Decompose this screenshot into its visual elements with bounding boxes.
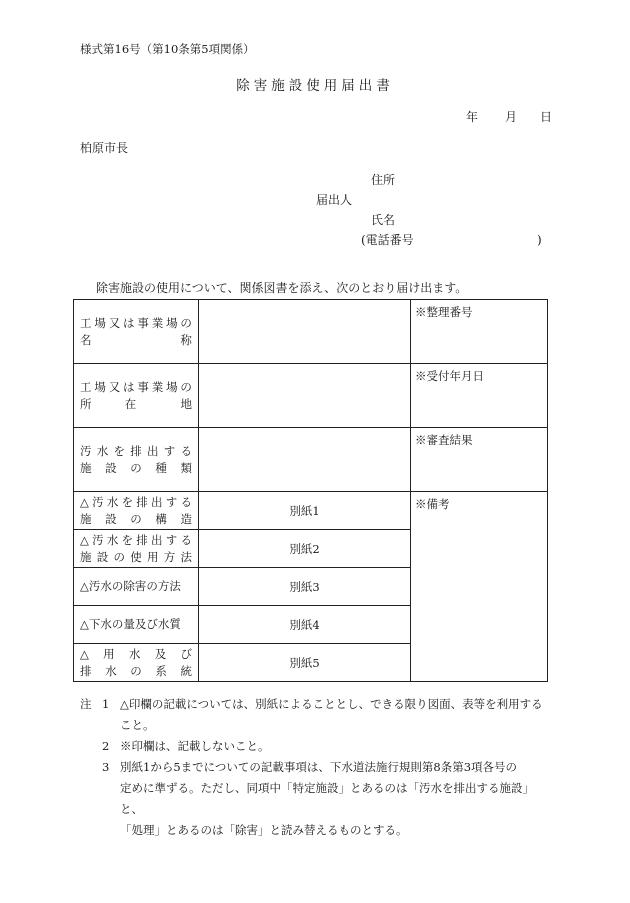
note-text: 「処理」とあるのは「除害」と読み替えるものとする。 — [120, 823, 408, 837]
phone-label: (電話番号 — [361, 233, 414, 247]
label-char: 用 — [103, 646, 115, 661]
row-label-line — [80, 460, 192, 477]
label-char: 方 — [163, 549, 176, 564]
label-char: 汚 — [92, 532, 104, 547]
label-char: 事 — [137, 379, 149, 394]
address-label: 住所 — [371, 173, 396, 187]
remarks-cell: ※備考 — [411, 492, 548, 682]
row-value[interactable]: 別紙1 — [199, 492, 411, 530]
label-char: 名 — [80, 332, 92, 347]
label-char: 設 — [105, 511, 117, 526]
row-value[interactable]: 別紙3 — [199, 568, 411, 606]
label-char: 業 — [151, 315, 164, 330]
row-label — [74, 644, 199, 682]
label-char: の — [130, 511, 142, 526]
label-char: る — [180, 443, 192, 458]
row-value[interactable]: 別紙2 — [199, 530, 411, 568]
label-char: 種 — [155, 460, 167, 475]
row-label — [74, 606, 199, 644]
label-char: 出 — [147, 443, 159, 458]
date-year-label: 年 — [466, 110, 479, 124]
note-number: 2 — [102, 739, 110, 753]
label-char: 使 — [130, 549, 142, 564]
label-char: 排 — [136, 532, 148, 547]
label-char: 排 — [136, 494, 148, 509]
row-label-line — [80, 396, 192, 413]
table-row — [74, 492, 548, 530]
label-char: す — [163, 443, 176, 458]
table-row — [74, 428, 548, 492]
row-label — [74, 568, 199, 606]
row-value[interactable] — [199, 428, 411, 492]
label-char: の — [180, 315, 192, 330]
row-value[interactable]: 別紙4 — [199, 606, 411, 644]
label-char: を — [121, 494, 134, 509]
label-char: 用 — [147, 549, 159, 564]
label-char: 水 — [128, 646, 141, 661]
phone-close-paren: ) — [537, 233, 542, 247]
row-label-text: △汚水の除害の方法 — [80, 579, 181, 593]
row-label-line — [80, 646, 192, 663]
label-char: 事 — [137, 315, 149, 330]
label-char: 場 — [94, 379, 106, 394]
label-char: 業 — [151, 379, 164, 394]
label-char: 排 — [130, 443, 142, 458]
label-char: 造 — [180, 511, 192, 526]
row-value[interactable]: 別紙5 — [199, 644, 411, 682]
row-label-line — [80, 494, 192, 511]
label-char: を — [121, 532, 134, 547]
label-char: 在 — [124, 396, 137, 411]
form-title: 除害施設使用届出書 — [236, 78, 394, 94]
label-char: 統 — [180, 663, 192, 678]
row-label-line — [80, 511, 192, 528]
notes-section — [80, 694, 555, 841]
label-char: す — [165, 532, 178, 547]
label-char: 施 — [80, 511, 92, 526]
label-char: す — [165, 494, 178, 509]
label-char: 地 — [180, 396, 192, 411]
label-char: の — [113, 549, 125, 564]
label-char: 法 — [180, 549, 192, 564]
label-char: 汚 — [80, 443, 92, 458]
intro-text: 除害施設の使用について、関係図書を添え、次のとおり届け出ます。 — [96, 281, 468, 295]
label-char: は — [123, 379, 135, 394]
label-char: び — [180, 646, 192, 661]
label-char: を — [113, 443, 125, 458]
label-char: 汚 — [92, 494, 104, 509]
label-char: 施 — [80, 549, 92, 564]
applicant-label: 届出人 — [316, 193, 353, 207]
row-label-line — [80, 532, 192, 549]
label-char: 出 — [151, 494, 163, 509]
name-label: 氏名 — [371, 213, 396, 227]
review-result-cell: ※審査結果 — [411, 428, 548, 492]
label-char: 施 — [80, 460, 92, 475]
note-text: 別紙1から5までについての記載事項は、下水道法施行規則第8条第3項各号の — [120, 760, 518, 774]
table-row — [74, 300, 548, 364]
label-char: 水 — [106, 494, 119, 509]
label-char: 場 — [94, 315, 106, 330]
label-char: 所 — [80, 396, 92, 411]
label-char: 又 — [108, 315, 121, 330]
label-char: 設 — [96, 549, 109, 564]
label-char: △ — [80, 494, 89, 509]
label-char: 系 — [155, 663, 167, 678]
facility-table — [73, 299, 548, 682]
row-label — [74, 300, 199, 364]
row-label — [74, 364, 199, 428]
note-3 — [80, 757, 555, 778]
label-char: 水 — [105, 663, 117, 678]
note-text: 定めに準ずる。ただし、同項中「特定施設」とあるのは「汚水を排出する施設」と、 — [120, 781, 534, 816]
label-char: 水 — [96, 443, 109, 458]
row-label-line — [80, 549, 192, 566]
note-2 — [80, 736, 555, 757]
label-char: 工 — [80, 379, 92, 394]
label-char: る — [180, 494, 192, 509]
label-char: 工 — [80, 315, 92, 330]
label-char: 場 — [166, 379, 178, 394]
received-date-cell: ※受付年月日 — [411, 364, 548, 428]
row-label-line — [80, 443, 192, 460]
label-char: 称 — [180, 332, 192, 347]
label-char: 場 — [166, 315, 178, 330]
label-char: 出 — [151, 532, 163, 547]
row-label — [74, 530, 199, 568]
label-char: △ — [80, 646, 89, 661]
row-value[interactable] — [199, 364, 411, 428]
label-char: の — [180, 379, 192, 394]
note-text: ※印欄は、記載しないこと。 — [120, 739, 270, 753]
label-char: の — [130, 663, 142, 678]
label-char: 排 — [80, 663, 92, 678]
label-char: る — [180, 532, 192, 547]
label-char: は — [123, 315, 135, 330]
row-label-text: △下水の量及び水質 — [80, 617, 181, 631]
label-char: 及 — [154, 646, 167, 661]
row-label-line — [80, 332, 192, 349]
row-label-line — [80, 379, 192, 396]
label-char: △ — [80, 532, 89, 547]
label-char: 水 — [106, 532, 119, 547]
label-char: の — [130, 460, 142, 475]
row-label-line — [80, 663, 192, 680]
note-number: 3 — [102, 760, 110, 774]
row-label — [74, 492, 199, 530]
row-label-line — [80, 315, 192, 332]
note-1 — [80, 694, 555, 715]
note-number: 1 — [102, 697, 110, 711]
label-char: 設 — [105, 460, 117, 475]
addressee: 柏原市長 — [80, 141, 129, 155]
note-text: こと。 — [120, 718, 155, 732]
ref-number-cell: ※整理番号 — [411, 300, 548, 364]
form-number: 様式第16号（第10条第5項関係） — [80, 42, 255, 56]
label-char: 類 — [180, 460, 192, 475]
table-row — [74, 364, 548, 428]
row-value[interactable] — [199, 300, 411, 364]
label-char: 構 — [155, 511, 167, 526]
date-day-label: 日 — [540, 110, 553, 124]
notes-head: 注 — [80, 697, 92, 711]
label-char: 又 — [108, 379, 121, 394]
note-text: △印欄の記載については、別紙によることとし、できる限り図面、表等を利用する — [120, 697, 543, 711]
row-label — [74, 428, 199, 492]
date-month-label: 月 — [505, 110, 518, 124]
